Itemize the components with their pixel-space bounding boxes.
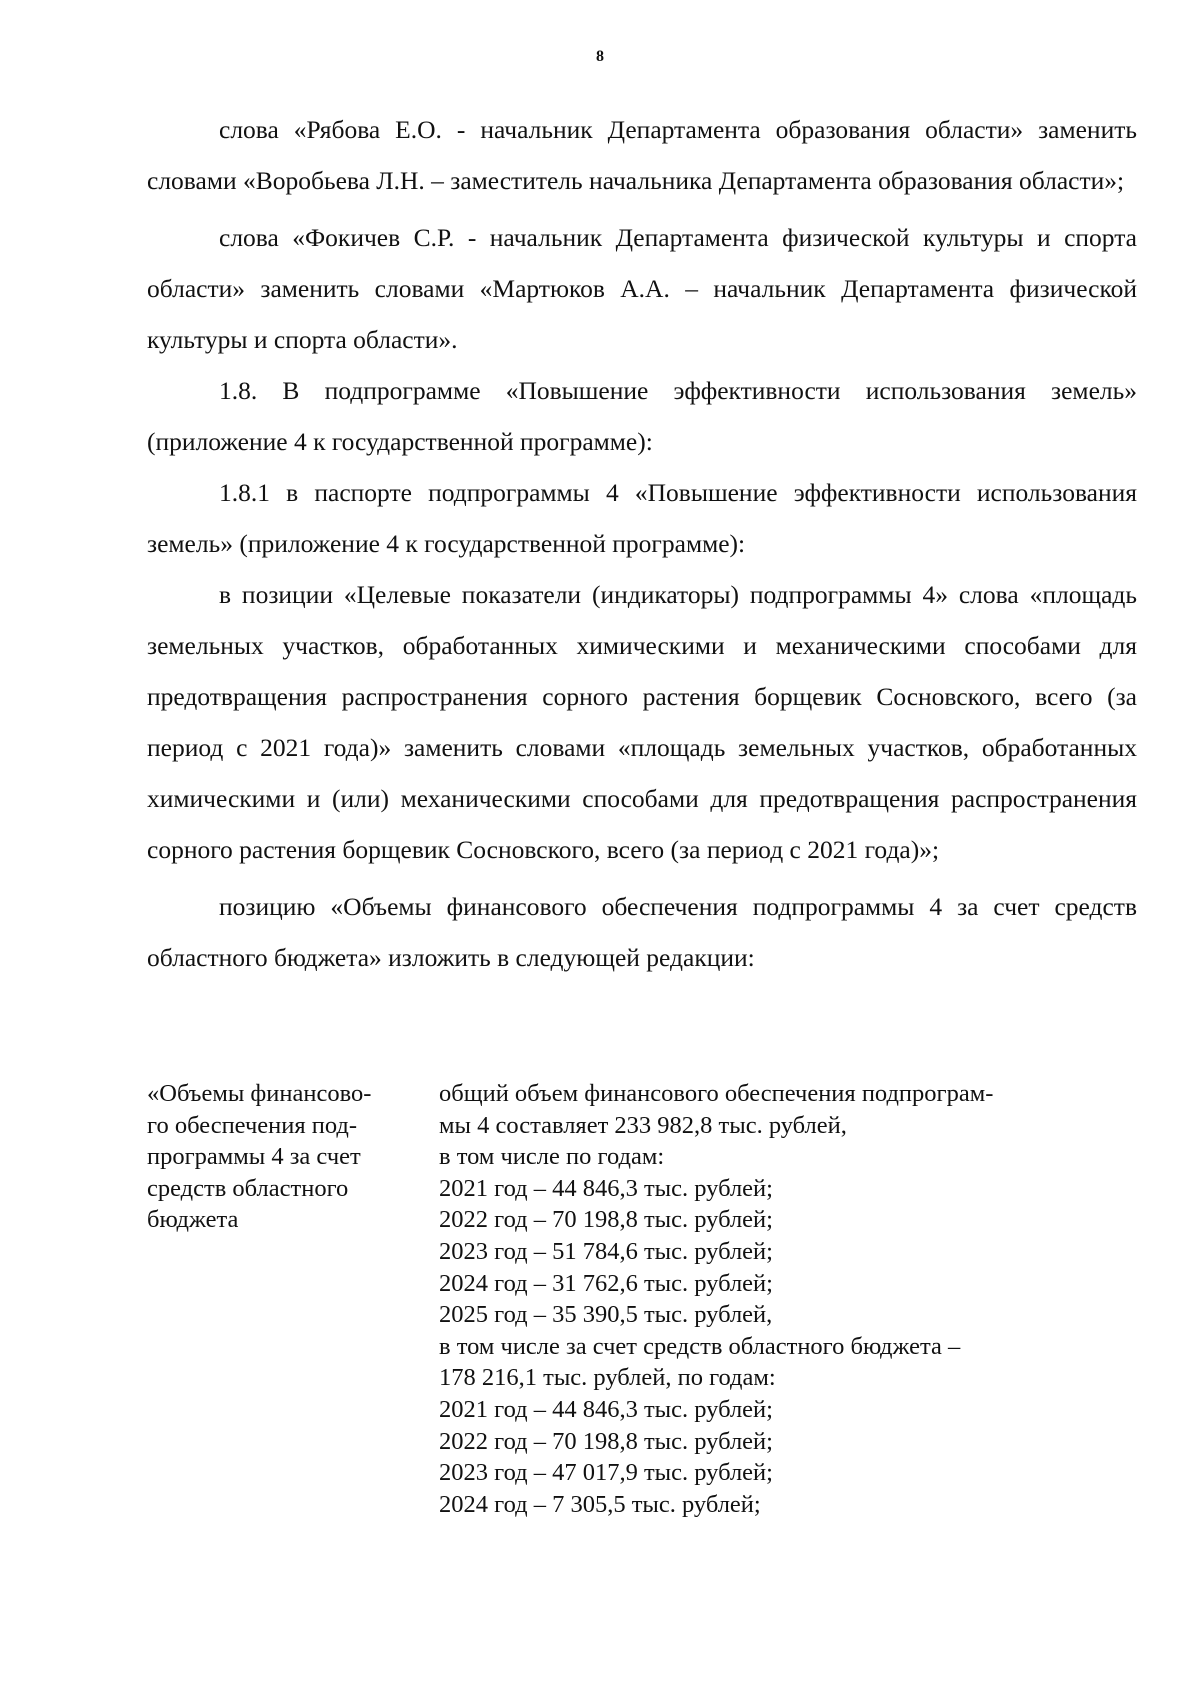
- paragraph-item-1-8-1: 1.8.1 в паспорте подпрограммы 4 «Повышение эффективности использования земель» (приложение 4 к государственной программе):: [147, 478, 1137, 558]
- value-line: 2021 год – 44 846,3 тыс. рублей;: [439, 1174, 773, 1202]
- value-line: 2025 год – 35 390,5 тыс. рублей,: [439, 1301, 773, 1329]
- value-line: в том числе по годам:: [439, 1143, 665, 1171]
- document-body: [147, 104, 1137, 983]
- value-line: 2024 год – 31 762,6 тыс. рублей;: [439, 1269, 773, 1297]
- value-line: 2023 год – 51 784,6 тыс. рублей;: [439, 1237, 773, 1265]
- financing-table-value-cell: [439, 1078, 1107, 1520]
- value-line: в том числе за счет средств областного бюджета –: [439, 1332, 961, 1360]
- label-line: средств областного: [147, 1174, 349, 1202]
- paragraph-target-indicators: в позиции «Целевые показатели (индикаторы) подпрограммы 4» слова «площадь земельных участков, обработанных химическими и механическими способами для предотвращения распространения сорного растения борщевик Сосновского, всего (за период с 2021 года)» заменить словами «площадь земельных участков, обработанных химическими и (или) механическими способами для предотвращения распространения сорного растения борщевик Сосновского, всего (за период с 2021 года)»;: [147, 580, 1137, 864]
- value-line: 2022 год – 70 198,8 тыс. рублей;: [439, 1206, 773, 1234]
- paragraph-financing-position: позицию «Объемы финансового обеспечения подпрограммы 4 за счет средств областного бюджета» изложить в следующей редакции:: [147, 892, 1137, 972]
- label-line: «Объемы финансово-: [147, 1080, 372, 1107]
- paragraph-replace-fokichev: слова «Фокичев С.Р. - начальник Департамента физической культуры и спорта области» заменить словами «Мартюков А.А. – начальник Департамента физической культуры и спорта области».: [147, 223, 1137, 354]
- value-line: 2023 год – 47 017,9 тыс. рублей;: [439, 1459, 773, 1487]
- page-number: 8: [596, 48, 604, 65]
- paragraph-replace-ryabova: слова «Рябова Е.О. - начальник Департамента образования области» заменить словами «Воробьева Л.Н. – заместитель начальника Департамента образования области»;: [147, 115, 1137, 195]
- value-line: 2022 год – 70 198,8 тыс. рублей;: [439, 1427, 773, 1455]
- financing-table: [147, 1078, 1107, 1520]
- label-line: го обеспечения под-: [147, 1111, 358, 1139]
- value-line: мы 4 составляет 233 982,8 тыс. рублей,: [439, 1111, 847, 1139]
- value-line: 2021 год – 44 846,3 тыс. рублей;: [439, 1395, 773, 1423]
- value-line: 178 216,1 тыс. рублей, по годам:: [439, 1364, 776, 1392]
- label-line: программы 4 за счет: [147, 1143, 361, 1171]
- value-line: общий объем финансового обеспечения подпрограм-: [439, 1080, 994, 1107]
- financing-table-label-cell: [147, 1078, 439, 1520]
- paragraph-item-1-8: 1.8. В подпрограмме «Повышение эффективности использования земель» (приложение 4 к государственной программе):: [147, 376, 1137, 456]
- label-line: бюджета: [147, 1206, 239, 1234]
- value-line: 2024 год – 7 305,5 тыс. рублей;: [439, 1490, 761, 1518]
